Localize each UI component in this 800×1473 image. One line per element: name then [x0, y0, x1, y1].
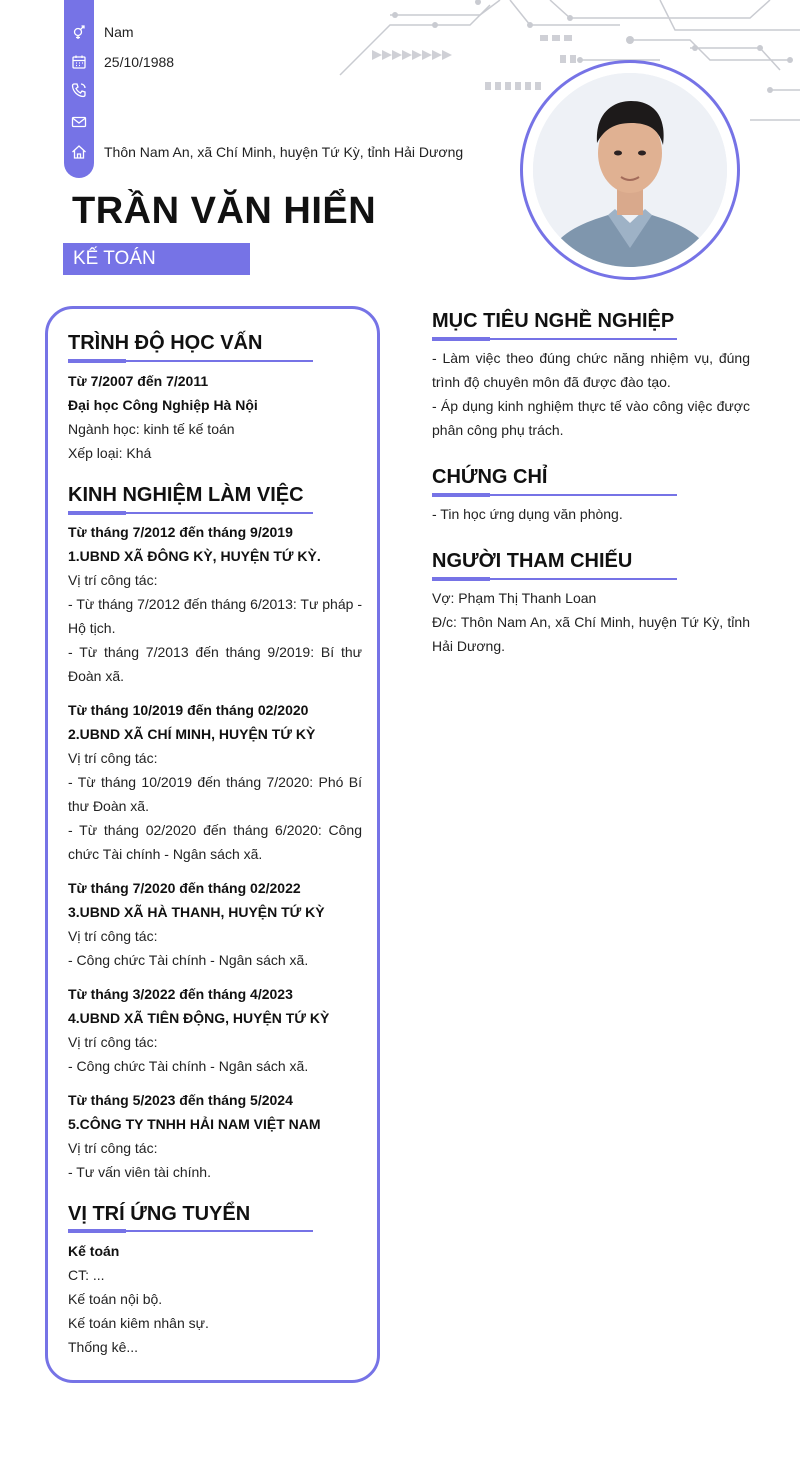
job-position-label: Vị trí công tác: — [68, 1140, 158, 1156]
objective-underline — [432, 338, 677, 340]
certificate-line: - Tin học ứng dụng văn phòng. — [432, 506, 623, 522]
job-line: - Công chức Tài chính - Ngân sách xã. — [68, 952, 309, 968]
contact-icon-strip — [64, 0, 94, 178]
education-grade: Xếp loại: Khá — [68, 445, 152, 461]
job-position-label: Vị trí công tác: — [68, 928, 158, 944]
applied-line: Thống kê... — [68, 1339, 139, 1355]
education-title: TRÌNH ĐỘ HỌC VẤN — [68, 332, 263, 354]
job-period: Từ tháng 7/2020 đến tháng 02/2022 — [68, 880, 301, 896]
job-period: Từ tháng 7/2012 đến tháng 9/2019 — [68, 524, 293, 540]
profile-photo — [533, 73, 727, 267]
reference-line: Đ/c: Thôn Nam An, xã Chí Minh, huyện Tứ Kỳ, tỉnh Hải Dương. — [432, 614, 750, 654]
job-period: Từ tháng 5/2023 đến tháng 5/2024 — [68, 1092, 293, 1108]
education-major: Ngành học: kinh tế kế toán — [68, 421, 235, 437]
profile-photo-frame — [520, 60, 740, 280]
job-line: - Từ tháng 7/2013 đến tháng 9/2019: Bí thư Đoàn xã. — [68, 644, 362, 684]
job-title-bar — [63, 243, 250, 275]
certificates-underline — [432, 494, 677, 496]
job-period: Từ tháng 3/2022 đến tháng 4/2023 — [68, 986, 293, 1002]
job-org: 3.UBND XÃ HÀ THANH, HUYỆN TỨ KỲ — [68, 904, 325, 920]
home-icon — [71, 144, 87, 160]
job-position-label: Vị trí công tác: — [68, 750, 158, 766]
objective-title: MỤC TIÊU NGHỀ NGHIỆP — [432, 310, 675, 332]
gender-icon — [71, 24, 87, 40]
job-line: - Công chức Tài chính - Ngân sách xã. — [68, 1058, 309, 1074]
education-underline — [68, 360, 313, 362]
education-school: Đại học Công Nghiệp Hà Nội — [68, 397, 258, 413]
reference-line: Vợ: Phạm Thị Thanh Loan — [432, 590, 597, 606]
objective-line: - Áp dụng kinh nghiệm thực tế vào công việc được phân công phụ trách. — [432, 398, 750, 438]
job-line: - Tư vấn viên tài chính. — [68, 1164, 211, 1180]
job-position-label: Vị trí công tác: — [68, 1034, 158, 1050]
applied-position-underline — [68, 1230, 313, 1232]
job-org: 1.UBND XÃ ĐÔNG KỲ, HUYỆN TỨ KỲ. — [68, 548, 321, 564]
gender-value: Nam — [104, 24, 134, 40]
dob-value: 25/10/1988 — [104, 54, 175, 70]
certificates-title: CHỨNG CHỈ — [432, 466, 548, 488]
applied-role: Kế toán — [68, 1243, 120, 1259]
references-title: NGƯỜI THAM CHIẾU — [432, 550, 633, 572]
phone-icon — [71, 82, 87, 98]
job-position-label: Vị trí công tác: — [68, 572, 158, 588]
objective-line: - Làm việc theo đúng chức năng nhiệm vụ, đúng trình độ chuyên môn đã được đào tạo. — [432, 350, 750, 390]
applied-line: CT: ... — [68, 1267, 105, 1283]
job-line: - Từ tháng 10/2019 đến tháng 7/2020: Phó Bí thư Đoàn xã. — [68, 774, 362, 814]
job-period: Từ tháng 10/2019 đến tháng 02/2020 — [68, 702, 309, 718]
address-value: Thôn Nam An, xã Chí Minh, huyện Tứ Kỳ, tỉnh Hải Dương — [104, 144, 464, 160]
applied-line: Kế toán nội bộ. — [68, 1291, 163, 1307]
job-org: 2.UBND XÃ CHÍ MINH, HUYỆN TỨ KỲ — [68, 726, 316, 742]
experience-underline — [68, 512, 313, 514]
calendar-icon — [71, 54, 87, 70]
education-period: Từ 7/2007 đến 7/2011 — [68, 373, 209, 389]
job-org: 5.CÔNG TY TNHH HẢI NAM VIỆT NAM — [68, 1116, 321, 1132]
job-line: - Từ tháng 7/2012 đến tháng 6/2013: Tư pháp - Hộ tịch. — [68, 596, 362, 636]
job-title: KẾ TOÁN — [73, 248, 156, 269]
candidate-name: TRẦN VĂN HIỂN — [72, 190, 377, 232]
references-underline — [432, 578, 677, 580]
applied-position-title: VỊ TRÍ ỨNG TUYỂN — [68, 1203, 251, 1225]
experience-title: KINH NGHIỆM LÀM VIỆC — [68, 484, 304, 506]
job-line: - Từ tháng 02/2020 đến tháng 6/2020: Công chức Tài chính - Ngân sách xã. — [68, 822, 362, 862]
mail-icon — [71, 114, 87, 130]
applied-line: Kế toán kiêm nhân sự. — [68, 1315, 209, 1331]
job-org: 4.UBND XÃ TIÊN ĐỘNG, HUYỆN TỨ KỲ — [68, 1010, 330, 1026]
